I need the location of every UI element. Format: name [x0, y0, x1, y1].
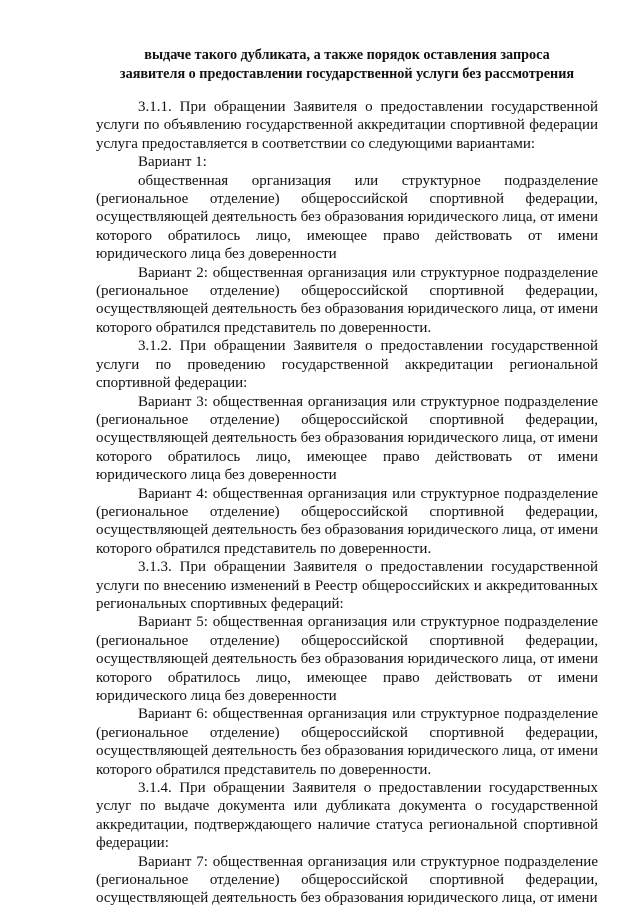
heading-line-1: выдаче такого дубликата, а также порядок оставления запроса	[144, 47, 550, 63]
paragraph-3-1-2: 3.1.2. При обращении Заявителя о предоставлении государственной услуги по проведению государственной аккредитации региональной спортивной федерации:	[96, 338, 598, 392]
variant-6-text: Вариант 6: общественная организация или структурное подразделение (региональное отделение) общероссийской спортивной федерации, осуществляющей деятельность без образования юридического лица, от имени которого обратился представитель по доверенности.	[96, 706, 598, 778]
variant-4-text: Вариант 4: общественная организация или структурное подразделение (региональное отделение) общероссийской спортивной федерации, осуществляющей деятельность без образования юридического лица, от имени которого обратился представитель по доверенности.	[96, 485, 598, 557]
paragraph-3-1-1: 3.1.1. При обращении Заявителя о предоставлении государственной услуги по объявлению государственной аккредитации спортивной федерации услуга предоставляется в соответствии со следующими вариантами:	[96, 99, 598, 152]
variant-7-text: Вариант 7: общественная организация или структурное подразделение (региональное отделение) общероссийской спортивной федерации, осуществляющей деятельность без образования юридического лица, от имени	[96, 853, 598, 907]
variant-3-text: Вариант 3: общественная организация или структурное подразделение (региональное отделение) общероссийской спортивной федерации, осуществляющей деятельность без образования юридического лица, от имени которого обратилось лицо, имеющее право действовать от имени юридического лица без доверенности	[96, 393, 598, 484]
document-body	[96, 98, 598, 908]
paragraph-3-1-4: 3.1.4. При обращении Заявителя о предоставлении государственных услуг по выдаче документа или дубликата документа о государственной аккредитации, подтверждающего наличие статуса региональной спортивной федерации:	[96, 780, 598, 852]
variant-5-text: Вариант 5: общественная организация или структурное подразделение (региональное отделение) общероссийской спортивной федерации, осуществляющей деятельность без образования юридического лица, от имени которого обратилось лицо, имеющее право действовать от имени юридического лица без доверенности	[96, 614, 598, 704]
variant-2-text: Вариант 2: общественная организация или структурное подразделение (региональное отделение) общероссийской спортивной федерации, осуществляющей деятельность без образования юридического лица, от имени которого обратился представитель по доверенности.	[96, 264, 598, 336]
variant-1-label: Вариант 1:	[138, 154, 207, 171]
section-heading	[96, 46, 598, 83]
heading-line-2: заявителя о предоставлении государственной услуги без рассмотрения	[119, 65, 575, 82]
variant-1-text: общественная организация или структурное подразделение (региональное отделение) общероссийской спортивной федерации, осуществляющей деятельность без образования юридического лица, от имени которого обратилось лицо, имеющее право действовать от имени юридического лица без доверенности	[96, 172, 598, 263]
paragraph-3-1-3: 3.1.3. При обращении Заявителя о предоставлении государственной услуги по внесению изменений в Реестр общероссийских и аккредитованных региональных спортивных федераций:	[96, 559, 598, 612]
